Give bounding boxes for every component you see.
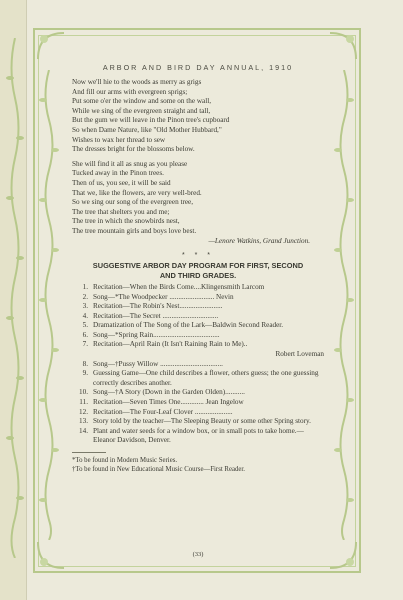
- corner-ornament-bottom-right: [326, 538, 360, 572]
- footnote: *To be found in Modern Music Series.: [72, 457, 178, 464]
- poem-line: Tucked away in the Pinon trees.: [72, 169, 164, 178]
- item-author: Robert Loveman: [275, 350, 324, 359]
- poem-line: So we sing our song of the evergreen tree,: [72, 198, 194, 207]
- item-number: 6.: [82, 330, 88, 339]
- item-number: 14.: [79, 426, 88, 435]
- list-item: [72, 331, 324, 341]
- item-text: Song—†Pussy Willow ...................................: [93, 359, 223, 368]
- item-number: 13.: [79, 417, 88, 426]
- poem-line: Wishes to wax her thread to sew: [72, 135, 166, 144]
- poem-stanza-2: [72, 160, 324, 246]
- item-number: 4.: [82, 311, 88, 320]
- corner-ornament-top-left: [34, 29, 68, 63]
- list-item: [72, 360, 324, 370]
- poem-line: That we, like the flowers, are very well-bred.: [72, 188, 202, 197]
- poem-line: The dresses bright for the blossoms below.: [72, 145, 195, 154]
- list-item: [72, 340, 324, 359]
- item-number: 2.: [82, 292, 88, 301]
- list-item: [72, 398, 324, 408]
- page-content: [72, 78, 324, 474]
- item-text: Recitation—The Four-Leaf Clover .....................: [93, 407, 233, 416]
- item-text: Recitation—Seven Times One............. Jean Ingelow: [93, 398, 244, 407]
- item-number: 12.: [79, 407, 88, 416]
- poem-attribution: —Lenore Watkins, Grand Junction.: [208, 236, 310, 245]
- item-number: 3.: [82, 302, 88, 311]
- poem-line: While we sing of the evergreen straight and tall,: [72, 106, 211, 115]
- program-title-line-1: SUGGESTIVE ARBOR DAY PROGRAM FOR FIRST, SECOND: [92, 261, 304, 271]
- list-item: [72, 312, 324, 322]
- item-number: 8.: [82, 359, 88, 368]
- corner-ornament-top-right: [326, 29, 360, 63]
- right-vine-ornament: [334, 70, 354, 540]
- item-text: Song—†A Story (Down in the Garden Olden)...........: [93, 388, 245, 397]
- item-number: 1.: [82, 282, 88, 291]
- item-number: 11.: [79, 398, 88, 407]
- poem-line: The tree that shelters you and me;: [72, 207, 170, 216]
- list-item: [72, 427, 324, 446]
- item-text: Story told by the teacher—The Sleeping Beauty or some other Spring story.: [93, 417, 311, 426]
- item-number: 5.: [82, 321, 88, 330]
- item-number: 7.: [82, 340, 88, 349]
- previous-page-edge: [0, 0, 27, 600]
- left-edge-vine-ornament: [6, 38, 24, 558]
- item-text: Recitation—The Secret ...............................: [93, 311, 219, 320]
- corner-ornament-bottom-left: [34, 538, 68, 572]
- item-text-main: Recitation—April Rain (It Isn't Raining Rain to Me)..: [93, 340, 248, 349]
- poem-line: Put some o'er the window and some on the wall,: [72, 97, 212, 106]
- running-head: ARBOR AND BIRD DAY ANNUAL, 1910: [102, 63, 294, 72]
- poem-line: The tree mountain girls and boys love best.: [72, 226, 197, 235]
- item-text: Plant and water seeds for a window box, or in small pots to take home.—Eleanor Davidson, Denver.: [93, 426, 304, 445]
- left-vine-ornament: [39, 70, 59, 540]
- poem-line: The tree in which the snowbirds nest,: [72, 217, 180, 226]
- poem-line: So when Dame Nature, like "Old Mother Hubbard,": [72, 125, 222, 134]
- list-item: [72, 293, 324, 303]
- poem-line: Then of us, you see, it will be said: [72, 178, 171, 187]
- page-number: (33): [192, 551, 204, 558]
- item-text: Dramatization of The Song of the Lark—Baldwin Second Reader.: [93, 321, 284, 330]
- footnote: †To be found in New Educational Music Course—First Reader.: [72, 466, 246, 474]
- list-item: [72, 302, 324, 312]
- poem-line: But the gum we will leave in the Pinon tree's cupboard: [72, 116, 230, 125]
- item-number: 9.: [82, 369, 88, 378]
- list-item: [72, 283, 324, 293]
- poem-line: And fill our arms with evergreen sprigs;: [72, 87, 188, 96]
- item-text: Song—*The Woodpecker ......................... Nevin: [93, 292, 234, 301]
- list-item: [72, 408, 324, 418]
- list-item: [72, 388, 324, 398]
- list-item: [72, 417, 324, 427]
- section-divider: * * *: [181, 252, 215, 260]
- item-text: Guessing Game—One child describes a flower, others guess; the one guessing correctly describes another.: [93, 369, 319, 387]
- poem-line: She will find it all as snug as you please: [72, 159, 188, 168]
- program-list: [72, 283, 324, 446]
- list-item: [72, 369, 324, 388]
- item-text: Recitation—When the Birds Come....Klingensmith Larcom: [93, 282, 265, 291]
- footnote-rule: [72, 452, 106, 453]
- item-number: 10.: [79, 388, 88, 397]
- program-title: [72, 261, 324, 280]
- footnotes: [72, 452, 324, 474]
- program-title-line-2: AND THIRD GRADES.: [159, 270, 237, 280]
- item-text: Song—*Spring Rain.....................................: [93, 330, 220, 339]
- item-text: Recitation—The Robin's Nest........................: [93, 302, 223, 311]
- item-text: [93, 340, 324, 359]
- poem-stanza-1: [72, 78, 324, 155]
- poem-line: Now we'll hie to the woods as merry as grigs: [72, 78, 202, 86]
- list-item: [72, 321, 324, 331]
- poem: [72, 78, 324, 246]
